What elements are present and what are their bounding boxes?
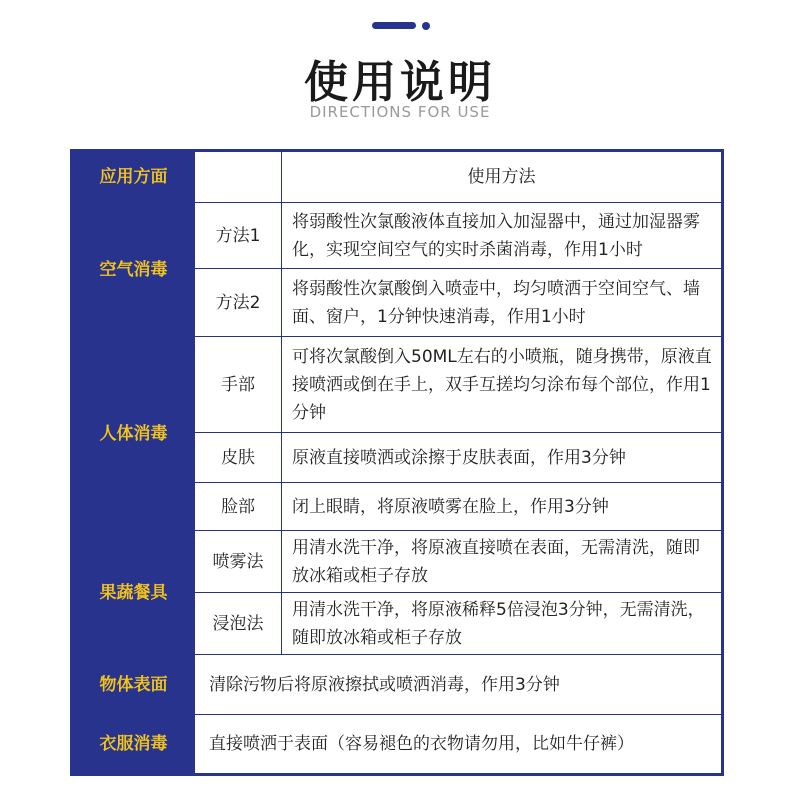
decoration-bar bbox=[372, 22, 416, 29]
sub-label: 方法1 bbox=[195, 203, 282, 269]
decoration-dot bbox=[422, 22, 430, 30]
method-text: 用清水洗干净，将原液直接喷在表面，无需清洗，随即放冰箱或柜子存放 bbox=[282, 531, 723, 593]
directions-table bbox=[70, 149, 724, 776]
method-text: 闭上眼睛，将原液喷雾在脸上，作用3分钟 bbox=[282, 483, 723, 531]
method-text: 清除污物后将原液擦拭或喷洒消毒，作用3分钟 bbox=[195, 655, 723, 715]
header-method: 使用方法 bbox=[282, 151, 723, 203]
table-row bbox=[72, 655, 723, 715]
category-tableware: 果蔬餐具 bbox=[72, 531, 195, 655]
category-surface: 物体表面 bbox=[72, 655, 195, 715]
category-air: 空气消毒 bbox=[72, 203, 195, 337]
sub-label: 喷雾法 bbox=[195, 531, 282, 593]
method-text: 原液直接喷洒或涂擦于皮肤表面，作用3分钟 bbox=[282, 433, 723, 483]
page-title: 使用说明 bbox=[304, 57, 496, 108]
header-category: 应用方面 bbox=[72, 151, 195, 203]
table-row bbox=[72, 715, 723, 775]
method-text: 将弱酸性次氯酸液体直接加入加湿器中，通过加湿器雾化，实现空间空气的实时杀菌消毒，作用1小时 bbox=[282, 203, 723, 269]
method-text: 将弱酸性次氯酸倒入喷壶中，均匀喷洒于空间空气、墙面、窗户，1分钟快速消毒，作用1小时 bbox=[282, 269, 723, 337]
sub-label: 手部 bbox=[195, 337, 282, 433]
method-text: 用清水洗干净，将原液稀释5倍浸泡3分钟，无需清洗，随即放冰箱或柜子存放 bbox=[282, 593, 723, 655]
table-header-row bbox=[72, 151, 723, 203]
table-row bbox=[72, 337, 723, 433]
category-clothes: 衣服消毒 bbox=[72, 715, 195, 775]
category-body: 人体消毒 bbox=[72, 337, 195, 531]
header-empty-cell bbox=[195, 151, 282, 203]
table-row bbox=[72, 531, 723, 593]
sub-label: 方法2 bbox=[195, 269, 282, 337]
method-text: 直接喷洒于表面（容易褪色的衣物请勿用，比如牛仔裤） bbox=[195, 715, 723, 775]
table-row bbox=[72, 203, 723, 269]
sub-label: 皮肤 bbox=[195, 433, 282, 483]
sub-label: 浸泡法 bbox=[195, 593, 282, 655]
sub-label: 脸部 bbox=[195, 483, 282, 531]
method-text: 可将次氯酸倒入50ML左右的小喷瓶，随身携带，原液直接喷洒或倒在手上，双手互搓均匀涂布每个部位，作用1分钟 bbox=[282, 337, 723, 433]
page-subtitle: DIRECTIONS FOR USE bbox=[309, 103, 491, 121]
